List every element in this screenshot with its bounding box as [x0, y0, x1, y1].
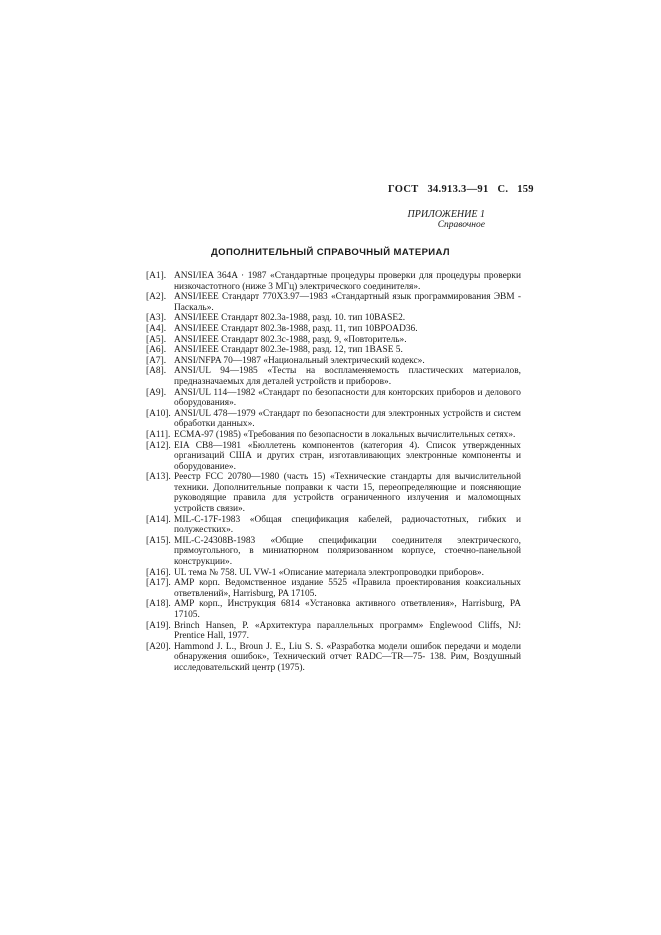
section-title: ДОПОЛНИТЕЛЬНЫЙ СПРАВОЧНЫЙ МАТЕРИАЛ — [211, 247, 450, 258]
reference-item — [146, 642, 521, 674]
reference-item — [146, 313, 521, 324]
reference-item — [146, 345, 521, 356]
reference-code: [A2]. — [146, 292, 167, 303]
reference-item — [146, 324, 521, 335]
reference-text: ANSI/IEEE Стандарт 802.3в-1988, разд. 11, тип 10BPOAD36. — [174, 323, 418, 334]
reference-text: Реестр FCC 20780—1980 (часть 15) «Технические стандарты для вычислительной техники. Дополнительные поправки к части 15, переопределяющие и поясняющие руководящие правила для устройств ограниченного излучения и маломощных устройств связи». — [174, 472, 521, 515]
reference-item — [146, 515, 521, 536]
reference-item — [146, 292, 521, 313]
reference-item — [146, 578, 521, 599]
reference-text: ANSI/UL 114—1982 «Стандарт по безопасности для конторских приборов и делового оборудования». — [174, 387, 521, 409]
reference-code: [A10]. — [146, 408, 171, 419]
reference-item — [146, 366, 521, 387]
reference-item — [146, 388, 521, 409]
reference-code: [A11]. — [146, 429, 171, 440]
appendix-block — [408, 209, 486, 231]
reference-code: [A8]. — [146, 366, 167, 377]
reference-code: [A19]. — [146, 620, 171, 631]
reference-text: ANSI/IEEE Стандарт 802.3a-1988, разд. 10. тип 10BASE2. — [174, 313, 406, 324]
page-label: С. — [497, 184, 509, 195]
reference-text: MIL-C-24308B-1983 «Общие спецификации соединителя электрического, прямоугольного, в миниатюрном поляризованном корпусе, стоечно-панельной конструкции». — [174, 535, 521, 568]
reference-text: ANSI/IEEE Стандарт 770X3.97—1983 «Стандартный язык программирования ЭВМ - Паскаль». — [174, 292, 521, 313]
reference-item — [146, 621, 521, 642]
page-header — [388, 184, 540, 195]
reference-item — [146, 271, 521, 292]
reference-code: [A17]. — [146, 578, 171, 589]
reference-code: [A5]. — [146, 334, 167, 345]
reference-text: ANSI/UL 478—1979 «Стандарт по безопасности для электронных устройств и систем обработки данных». — [174, 408, 521, 430]
appendix-label: ПРИЛОЖЕНИЕ 1 — [407, 209, 485, 220]
reference-code: [A14]. — [146, 514, 171, 525]
reference-text: EIA CB8—1981 «Бюллетень компонентов (категория 4). Список утвержденных организаций США и других стран, изготавливающих электронные компоненты и оборудование». — [174, 440, 521, 472]
reference-item — [146, 472, 521, 514]
reference-item — [146, 356, 521, 367]
standard-label: ГОСТ — [388, 184, 419, 195]
reference-code: [A18]. — [146, 599, 171, 610]
reference-text: ANSI/UL 94—1985 «Тесты на воспламеняемость пластических материалов, предназначаемых для деталей устройств и приборов». — [174, 366, 521, 387]
reference-text: AMP корп., Инструкция 6814 «Установка активного ответвления», Harrisburg, PA 17105. — [174, 599, 521, 620]
standard-number: 34.913.3—91 — [427, 184, 489, 195]
reference-text: ECMA-97 (1985) «Требования по безопасности в локальных вычислительных сетях». — [174, 429, 516, 440]
reference-code: [A12]. — [146, 440, 171, 451]
reference-text: ANSI/IEEE Стандарт 802.3c-1988, разд. 9, «Повторитель». — [174, 334, 407, 345]
reference-text: ANSI/NFPA 70—1987 «Национальный электрический кодекс». — [174, 355, 425, 366]
reference-text: MIL-C-17F-1983 «Общая спецификация кабелей, радиочастотных, гибких и полужестких». — [174, 514, 521, 536]
reference-item — [146, 568, 521, 579]
reference-code: [A3]. — [146, 313, 167, 324]
reference-item — [146, 441, 521, 473]
reference-text: AMP корп. Ведомственное издание 5525 «Правила проектирования коаксиальных ответвлений», Harrisburg, PA 17105. — [174, 578, 521, 599]
reference-code: [A16]. — [146, 567, 171, 578]
reference-code: [A9]. — [146, 387, 167, 398]
reference-text: ANSI/IEA 364A · 1987 «Стандартные процедуры проверки для процедуры проверки низкочастотного (ниже 3 МГц) электрического соединителя». — [174, 271, 521, 292]
reference-text: Brinch Hansen, P. «Архитектура параллельных программ» Englewood Cliffs, NJ: Prentice Hall, 1977. — [174, 620, 521, 642]
reference-text: ANSI/IEEE Стандарт 802.3e-1988, разд. 12, тип 1BASE 5. — [174, 345, 403, 356]
reference-item — [146, 536, 521, 568]
appendix-type: Справочное — [437, 220, 485, 230]
reference-item — [146, 409, 521, 430]
reference-code: [A20]. — [146, 641, 171, 652]
reference-text: UL тема № 758. UL VW-1 «Описание материала электропроводки приборов». — [174, 567, 484, 578]
reference-item — [146, 335, 521, 346]
reference-code: [A4]. — [146, 323, 167, 334]
reference-list — [146, 271, 521, 674]
reference-code: [A1]. — [146, 271, 167, 281]
reference-code: [A15]. — [146, 535, 171, 546]
reference-item — [146, 599, 521, 620]
reference-text: Hammond J. L., Broun J. E., Liu S. S. «Разработка модели ошибок передачи и модели обнаружения ошибок», Технический отчет RADC—TR—75- 138. Рим, Воздушный исследовательский центр (1975). — [174, 641, 521, 673]
reference-code: [A7]. — [146, 355, 167, 366]
reference-item — [146, 430, 521, 441]
reference-code: [A6]. — [146, 345, 167, 356]
page-number: 159 — [517, 184, 534, 195]
reference-code: [A13]. — [146, 472, 171, 483]
